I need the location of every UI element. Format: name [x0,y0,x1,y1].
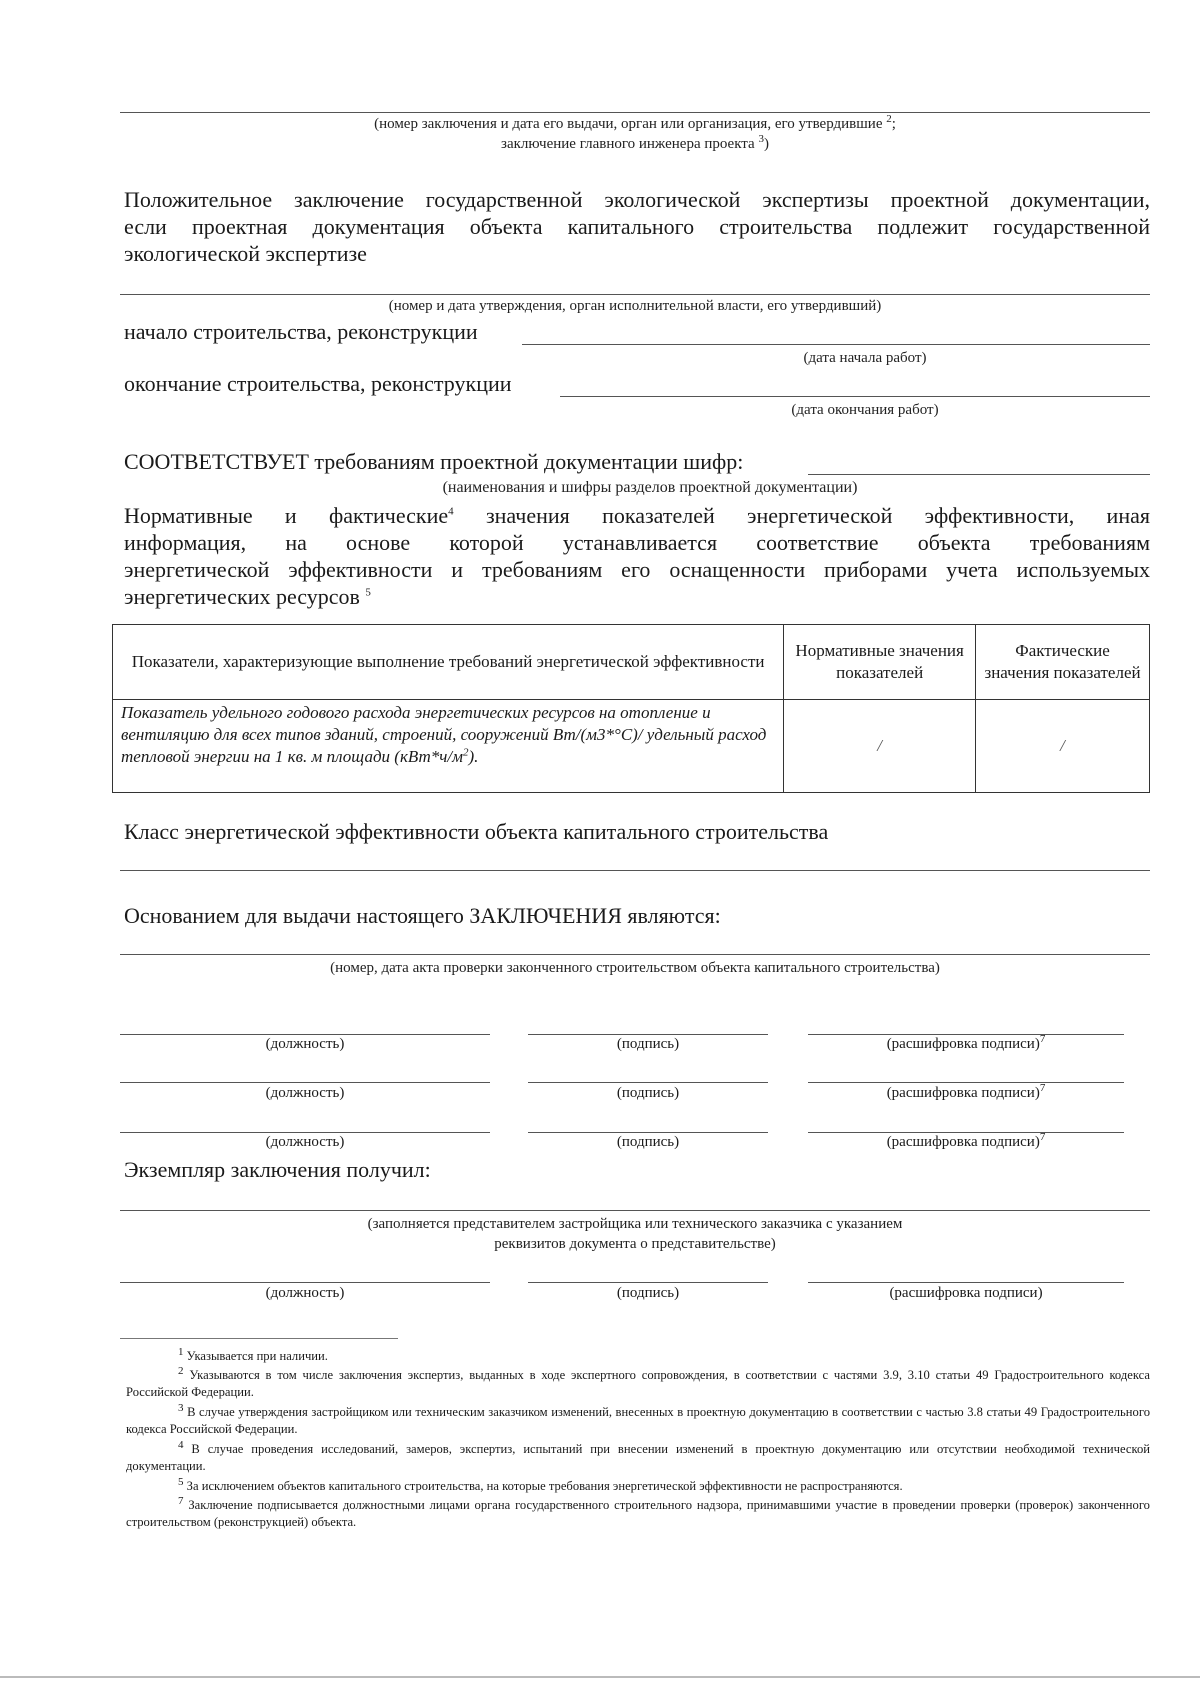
para-line2: информация, на основе которой устанавливается соответствие объекта требованиям [124,530,1150,555]
received-caption-line2: реквизитов документа о представительстве) [494,1236,776,1252]
decoding-field-4[interactable] [808,1282,1124,1283]
decoding-caption-2: (расшифровка подписи)$^7$ [886,1082,1046,1101]
footnote-2: $^2$ Указываются в том числе заключения экспертиз, выданных в ходе экспертного сопровождения, в соответствии с частями 3.9, 3.10 статьи 49 Градостроительного кодекса Российской Федерации. [126,1364,1151,1399]
para-line4: энергетических ресурсов $^5$ [124,584,371,609]
decoding-field-3[interactable] [808,1132,1124,1133]
basis-field[interactable] [120,954,1150,955]
footnote-3: $^3$ В случае утверждения застройщиком или техническим заказчиком изменений, внесенных в проектную документацию в соответствии с частью 3.8 статьи 49 Градостроительного кодекса Российской Федерации. [126,1401,1150,1436]
position-field-2[interactable] [120,1082,490,1083]
eco-line1: Положительное заключение государственной экологической экспертизы проектной документации, [124,187,1150,212]
signature-caption-4: (подпись) [616,1285,680,1301]
indicator-cell: Показатель удельного годового расхода энергетических ресурсов на отопление и вентиляцию для всех типов зданий, строений, сооружений Вт/(м3*°С)/ удельный расход тепловой энергии на 1 кв. м площади $(кВт*ч/м^2)$. [113,700,784,793]
signature-caption-1: (подпись) [616,1036,680,1052]
eco-line3: экологической экспертизе [124,241,367,266]
energy-class-field[interactable] [120,870,1150,871]
eco-caption: (номер и дата утверждения, орган исполнительной власти, его утвердивший) [388,298,882,314]
eco-line2: если проектная документация объекта капитального строительства подлежит государственной [124,214,1150,239]
page-bottom-edge [0,1676,1200,1678]
end-date-field[interactable] [560,396,1150,397]
signature-caption-2: (подпись) [616,1085,680,1101]
compliance-caption: (наименования и шифры разделов проектной документации) [442,479,858,496]
basis-caption: (номер, дата акта проверки законченного строительством объекта капитального строительства) [330,960,940,976]
footnote-5: $^5$ За исключением объектов капитального строительства, на которые требования энергетической эффективности не распространяются. [178,1475,903,1493]
table-row [113,700,1150,793]
footnote-4: $^4$ В случае проведения исследований, замеров, экспертиз, испытаний при внесении изменений в проектную документацию или отсутствии необходимой технической документации. [126,1438,1150,1473]
actual-value-cell[interactable]: / [976,700,1150,793]
decoding-field-2[interactable] [808,1082,1124,1083]
header-normative: Нормативные значения показателей [784,625,976,700]
position-field-3[interactable] [120,1132,490,1133]
signature-field-2[interactable] [528,1082,768,1083]
footnote-7: $^7$ Заключение подписывается должностными лицами органа государственного строительного надзора, принимавшими участие в проведении проверки (проверок) законченного строительством (реконструкцией) объекта. [126,1494,1150,1529]
basis-label: Основанием для выдачи настоящего ЗАКЛЮЧЕНИЯ являются: [124,903,721,928]
received-caption-line1: (заполняется представителем застройщика или технического заказчика с указанием [367,1216,903,1232]
signature-field-3[interactable] [528,1132,768,1133]
position-field-4[interactable] [120,1282,490,1283]
footnote-1: $^1$ Указывается при наличии. [178,1345,328,1363]
cipher-field[interactable] [808,474,1150,475]
header-indicators: Показатели, характеризующие выполнение требований энергетической эффективности [113,625,784,700]
decoding-caption-1: (расшифровка подписи)$^7$ [886,1033,1046,1052]
position-caption-1: (должность) [265,1036,345,1052]
signature-field-4[interactable] [528,1282,768,1283]
header-actual: Фактические значения показателей [976,625,1150,700]
decoding-caption-3: (расшифровка подписи)$^7$ [886,1131,1046,1150]
start-label: начало строительства, реконструкции [124,319,478,344]
start-caption: (дата начала работ) [803,350,927,366]
decoding-caption-4: (расшифровка подписи) [889,1285,1043,1301]
position-caption-4: (должность) [265,1285,345,1301]
energy-class-label: Класс энергетической эффективности объекта капитального строительства [124,819,829,844]
top-caption-line1: (номер заключения и дата его выдачи, орган или организация, его утвердившие $^2$; [374,113,896,132]
start-date-field[interactable] [522,344,1150,345]
signature-caption-3: (подпись) [616,1134,680,1150]
position-field-1[interactable] [120,1034,490,1035]
compliance-heading: СООТВЕТСТВУЕТ требованиям проектной документации шифр: [124,449,744,474]
position-caption-2: (должность) [265,1085,345,1101]
energy-efficiency-table [112,624,1150,793]
eco-rule [120,294,1150,295]
signature-field-1[interactable] [528,1034,768,1035]
received-label: Экземпляр заключения получил: [124,1157,431,1182]
table-header-row [113,625,1150,700]
footnote-separator [120,1338,398,1339]
received-field[interactable] [120,1210,1150,1211]
end-caption: (дата окончания работ) [791,402,939,418]
para-line1: Нормативные и фактические$^4$ значения показателей энергетической эффективности, иная [124,503,1150,528]
position-caption-3: (должность) [265,1134,345,1150]
para-line3: энергетической эффективности и требованиям его оснащенности приборами учета используемых [124,557,1150,582]
top-caption-line2: заключение главного инженера проекта $^3$) [501,133,769,152]
decoding-field-1[interactable] [808,1034,1124,1035]
top-rule [120,112,1150,113]
normative-value-cell[interactable]: / [784,700,976,793]
end-label: окончание строительства, реконструкции [124,371,512,396]
